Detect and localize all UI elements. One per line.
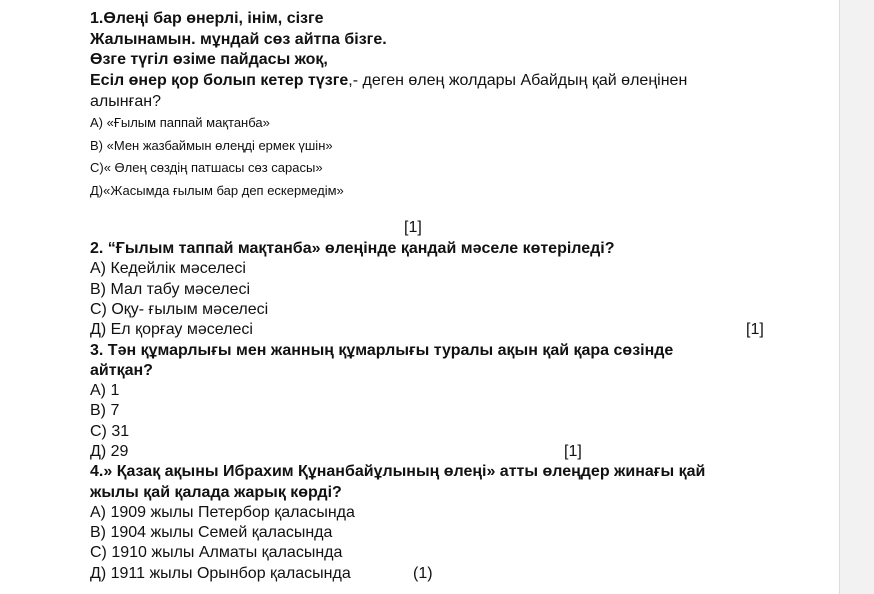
- q2-option-b: В) Мал табу мәселесі: [90, 281, 250, 298]
- q1-option-a: А) «Ғылым паппай мақтанба»: [90, 115, 270, 130]
- q3-option-c: С) 31: [90, 423, 130, 440]
- q3-option-b: В) 7: [90, 402, 120, 419]
- q1-verse-line-3: Өзге түгіл өзіме пайдасы жоқ,: [90, 51, 328, 68]
- q1-question-end: алынған?: [90, 93, 162, 110]
- q2-title: 2. “Ғылым таппай мақтанба» өлеңінде қандай мәселе көтеріледі?: [90, 240, 615, 257]
- q1-verse-line-4-bold: Есіл өнер қор болып кетер түзге: [90, 72, 349, 89]
- q2-option-d: Д) Ел қорғау мәселесі: [90, 321, 253, 338]
- q2-option-a: А) Кедейлік мәселесі: [90, 260, 246, 277]
- page-edge-strip: [839, 0, 874, 594]
- q1-option-c: С)« Өлең сөздің патшасы сөз сарасы»: [90, 160, 323, 175]
- q1-verse-line-1: 1.Өлеңі бар өнерлі, інім, сізге: [90, 10, 324, 27]
- q3-option-a: А) 1: [90, 382, 120, 399]
- q3-mark: [1]: [564, 443, 582, 460]
- q4-option-c: С) 1910 жылы Алматы қаласында: [90, 544, 343, 561]
- q1-option-d: Д)«Жасымда ғылым бар деп ескермедім»: [90, 183, 344, 198]
- q3-option-d: Д) 29: [90, 443, 129, 460]
- q3-title-line-2: айтқан?: [90, 362, 153, 379]
- q2-mark: [1]: [746, 321, 764, 338]
- q1-verse-line-4: [90, 71, 687, 91]
- q4-option-b: В) 1904 жылы Семей қаласында: [90, 524, 333, 541]
- q4-title-line-2: жылы қай қалада жарық көрді?: [90, 484, 342, 501]
- q4-mark: (1): [413, 565, 433, 582]
- q4-option-d: Д) 1911 жылы Орынбор қаласында: [90, 565, 351, 582]
- q3-title-line-1: 3. Тән құмарлығы мен жанның құмарлығы туралы ақын қай қара сөзінде: [90, 342, 674, 359]
- q1-question-text: ,- деген өлең жолдары Абайдың қай өлеңінен: [348, 72, 688, 89]
- q2-option-c: С) Оқу- ғылым мәселесі: [90, 301, 269, 318]
- q1-mark: [1]: [404, 219, 422, 236]
- q1-option-b: В) «Мен жазбаймын өлеңді ермек үшін»: [90, 138, 333, 153]
- q1-verse-line-2: Жалынамын. мұндай сөз айтпа бізге.: [90, 31, 387, 48]
- q4-option-a: А) 1909 жылы Петербор қаласында: [90, 504, 355, 521]
- q4-title-line-1: 4.» Қазақ ақыны Ибрахим Құнанбайұлының өлеңі» атты өлеңдер жинағы қай: [90, 463, 706, 480]
